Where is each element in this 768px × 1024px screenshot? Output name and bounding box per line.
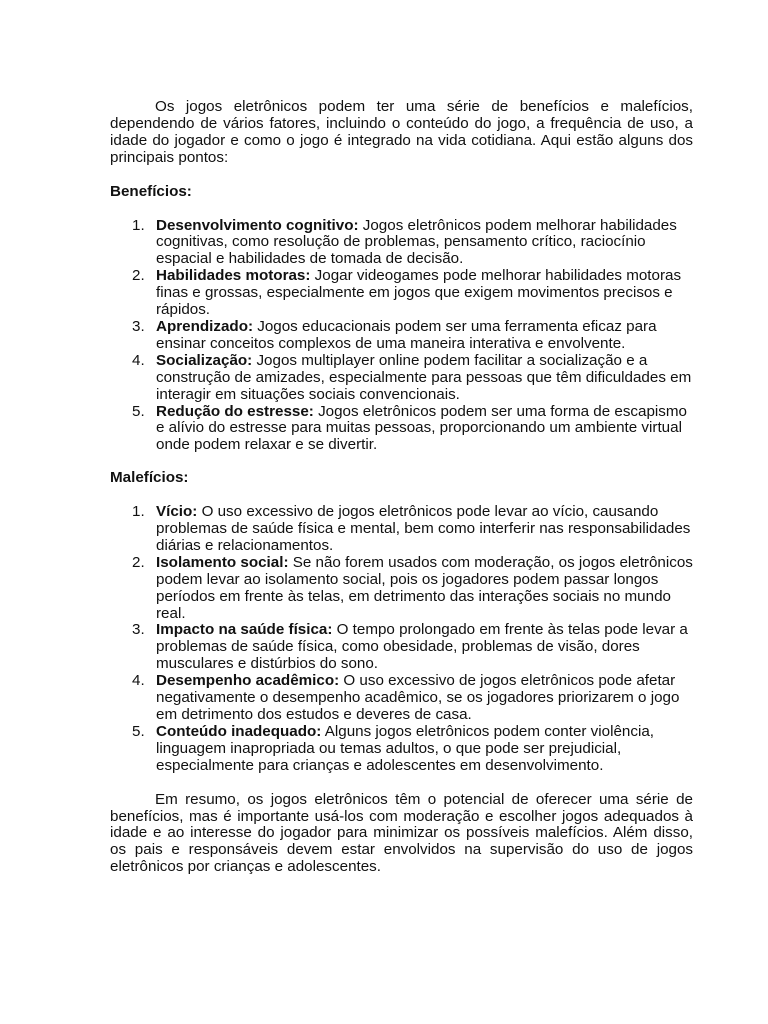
item-text: Jogos eletrônicos podem ser uma forma de escapismo e alívio do estresse para muitas pessoas, proporcionando um ambiente virtual onde podem relaxar e se divertir. bbox=[156, 402, 687, 454]
list-number: 2. bbox=[132, 267, 145, 285]
list-number: 4. bbox=[132, 672, 145, 690]
list-item bbox=[132, 553, 693, 623]
list-number: 5. bbox=[132, 722, 145, 740]
list-item bbox=[132, 621, 693, 673]
item-text: O uso excessivo de jogos eletrônicos pode levar ao vício, causando problemas de saúde física e mental, bem como interferir nas responsabilidades diárias e relacionamentos. bbox=[156, 503, 691, 554]
item-title: Vício: bbox=[156, 503, 198, 521]
item-text: Jogos eletrônicos podem melhorar habilidades cognitivas, como resolução de problemas, pensamento crítico, raciocínio espacial e habilidades de tomada de decisão. bbox=[156, 216, 677, 268]
item-title: Desenvolvimento cognitivo: bbox=[156, 216, 359, 234]
intro-paragraph: Os jogos eletrônicos podem ter uma série de benefícios e malefícios, dependendo de vários fatores, incluindo o conteúdo do jogo, a frequência de uso, a idade do jogador e como o jogo é integrado na vida cotidiana. Aqui estão alguns dos principais pontos: bbox=[110, 98, 693, 166]
item-title: Habilidades motoras: bbox=[156, 267, 311, 285]
item-text: Se não forem usados com moderação, os jogos eletrônicos podem levar ao isolamento social, pois os jogadores podem passar longos períodos em frente às telas, em detrimento das interações sociais no mundo real. bbox=[156, 553, 693, 622]
list-number: 1. bbox=[132, 216, 145, 234]
item-text: Jogos educacionais podem ser uma ferramenta eficaz para ensinar conceitos complexos de uma maneira interativa e envolvente. bbox=[156, 317, 657, 352]
list-item bbox=[132, 503, 693, 555]
list-number: 4. bbox=[132, 351, 145, 369]
item-title: Aprendizado: bbox=[156, 317, 254, 335]
list-number: 5. bbox=[132, 402, 145, 420]
item-text: O tempo prolongado em frente às telas pode levar a problemas de saúde física, como obesidade, problemas de visão, dores musculares e distúrbios do sono. bbox=[156, 621, 688, 673]
item-text: Jogar videogames pode melhorar habilidades motoras finas e grossas, especialmente em jogos que exigem movimentos precisos e rápidos. bbox=[156, 267, 682, 319]
list-number: 1. bbox=[132, 503, 145, 521]
list-number: 3. bbox=[132, 317, 145, 335]
maleficios-list bbox=[110, 504, 693, 775]
item-text: Alguns jogos eletrônicos podem conter violência, linguagem inapropriada ou temas adultos, o que pode ser prejudicial, especialmente para crianças e adolescentes em desenvolvimento. bbox=[156, 722, 654, 774]
list-item bbox=[132, 402, 693, 455]
list-number: 2. bbox=[132, 553, 145, 571]
item-title: Socialização: bbox=[156, 351, 253, 369]
list-item bbox=[132, 672, 693, 724]
list-number: 3. bbox=[132, 621, 145, 639]
item-title: Conteúdo inadequado: bbox=[156, 722, 322, 740]
list-item bbox=[132, 722, 693, 775]
list-item bbox=[132, 216, 693, 269]
item-title: Redução do estresse: bbox=[156, 402, 314, 420]
item-title: Impacto na saúde física: bbox=[156, 621, 333, 639]
conclusion-paragraph: Em resumo, os jogos eletrônicos têm o potencial de oferecer uma série de benefícios, mas é importante usá-los com moderação e escolher jogos adequados à idade e ao interesse do jogador para minimizar os possíveis malefícios. Além disso, os pais e responsáveis devem estar envolvidos na supervisão do uso de jogos eletrônicos por crianças e adolescentes. bbox=[110, 790, 693, 876]
list-item bbox=[132, 267, 693, 319]
beneficios-list bbox=[110, 218, 693, 455]
item-title: Isolamento social: bbox=[156, 553, 289, 571]
item-text: Jogos multiplayer online podem facilitar a socialização e a construção de amizades, especialmente para pessoas que têm dificuldades em interagir em situações sociais convencionais. bbox=[156, 351, 692, 403]
list-item bbox=[132, 351, 693, 404]
list-item bbox=[132, 317, 693, 353]
document-page bbox=[110, 99, 693, 876]
beneficios-heading: Benefícios: bbox=[110, 182, 192, 200]
maleficios-heading: Malefícios: bbox=[110, 469, 189, 487]
item-title: Desempenho acadêmico: bbox=[156, 672, 340, 690]
item-text: O uso excessivo de jogos eletrônicos pode afetar negativamente o desempenho acadêmico, se os jogadores priorizarem o jogo em detrimento dos estudos e deveres de casa. bbox=[156, 672, 680, 723]
